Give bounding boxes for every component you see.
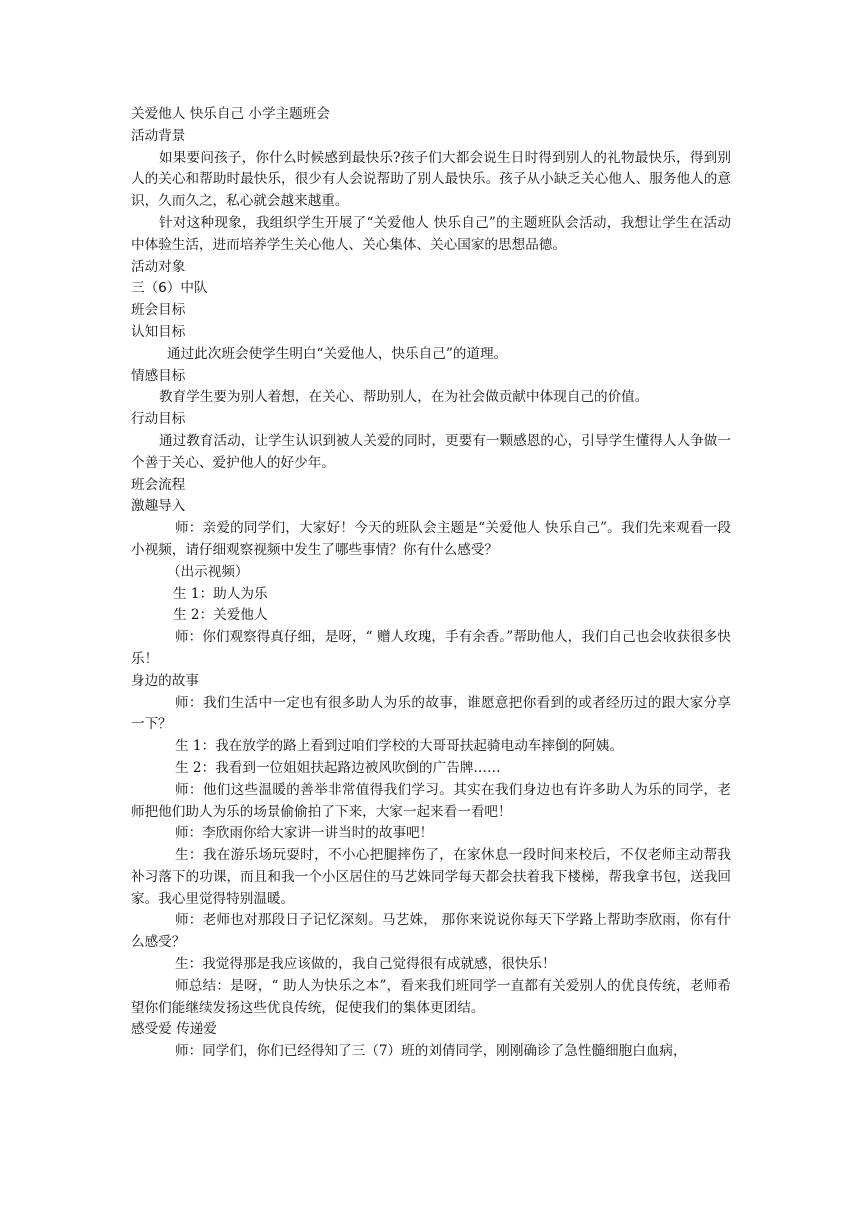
stories-teacher-1: 师：我们生活中一定也有很多助人为乐的故事，谁愿意把你看到的或者经历过的跟大家分享一下？ xyxy=(131,694,731,733)
intro-student-1: 生 1：助人为乐 xyxy=(173,585,268,602)
stories-teacher-summary: 师总结：是呀，“ 助人为快乐之本”，看来我们班同学一直都有关爱别人的优良传统，老师希望你们能继续发扬这些优良传统，促使我们的集体更团结。 xyxy=(131,977,731,1016)
stories-teacher-3: 师：李欣雨你给大家讲一讲当时的故事吧！ xyxy=(175,825,434,842)
stories-student-3: 生：我在游乐场玩耍时，不小心把腿摔伤了，在家休息一段时间来校后，不仅老师主动帮我补习落下的功课，而且和我一个小区居住的马艺姝同学每天都会扶着我下楼梯，帮我拿书包，送我回家。我心里觉得特别温暖。 xyxy=(131,847,731,907)
intro-video-note: （出示视频） xyxy=(167,563,249,580)
stories-student-1: 生 1：我在放学的路上看到过咱们学校的大哥哥扶起骑电动车摔倒的阿姨。 xyxy=(175,738,623,755)
subheading-stories: 身边的故事 xyxy=(131,672,199,689)
section-heading-process: 班会流程 xyxy=(131,476,186,493)
section-heading-goals: 班会目标 xyxy=(131,302,186,319)
stories-student-2: 生 2：我看到一位姐姐扶起路边被风吹倒的广告牌…… xyxy=(175,759,501,776)
love-teacher-1: 师：同学们，你们已经得知了三（7）班的刘倩同学，刚刚确诊了急性髓细胞白血病， xyxy=(175,1043,687,1060)
stories-student-4: 生：我觉得那是我应该做的，我自己觉得很有成就感，很快乐！ xyxy=(175,956,556,973)
intro-teacher-line: 师：亲爱的同学们，大家好！今天的班队会主题是“关爱他人 快乐自己”。我们先来观看一段小视频，请仔细观察视频中发生了哪些事情？你有什么感受？ xyxy=(131,520,731,558)
section-heading-target: 活动对象 xyxy=(131,258,186,275)
target-value: 三（6）中队 xyxy=(131,280,208,297)
section-heading-background: 活动背景 xyxy=(131,127,186,144)
background-paragraph-1: 如果要问孩子，你什么时候感到最快乐?孩子们大都会说生日时得到别人的礼物最快乐，得到别人的关心和帮助时最快乐，很少有人会说帮助了别人最快乐。孩子从小缺乏关心他人、服务他人的意识，久而久之，私心就会越来越重。 xyxy=(131,149,731,210)
action-goal-text: 通过教育活动，让学生认识到被人关爱的同时，更要有一颗感恩的心，引导学生懂得人人争做一个善于关心、爱护他人的好少年。 xyxy=(131,432,731,471)
emotional-goal-text: 教育学生要为别人着想，在关心、帮助别人，在为社会做贡献中体现自己的价值。 xyxy=(159,389,649,406)
stories-teacher-4: 师：老师也对那段日子记忆深刻。马艺姝， 那你来说说你每天下学路上帮助李欣雨，你有什么感受？ xyxy=(131,912,731,951)
document-body xyxy=(131,104,731,1063)
background-paragraph-2: 针对这种现象，我组织学生开展了“关爱他人 快乐自己”的主题班队会活动，我想让学生在活动中体验生活，进而培养学生关心他人、关心集体、关心国家的思想品德。 xyxy=(131,214,731,253)
subheading-action-goal: 行动目标 xyxy=(131,411,186,428)
document-title: 关爱他人 快乐自己 小学主题班会 xyxy=(131,106,330,122)
cognitive-goal-text: 通过此次班会使学生明白“关爱他人，快乐自己”的道理。 xyxy=(167,345,508,362)
stories-teacher-2: 师：他们这些温暖的善举非常值得我们学习。其实在我们身边也有许多助人为乐的同学，老师把他们助人为乐的场景偷偷拍了下来，大家一起来看一看吧！ xyxy=(131,781,731,820)
subheading-love: 感受爱 传递爱 xyxy=(131,1021,217,1038)
intro-teacher-line-2: 师：你们观察得真仔细，是呀，“ 赠人玫瑰，手有余香。”帮助他人，我们自己也会收获很多快乐！ xyxy=(131,629,731,667)
intro-student-2: 生 2：关爱他人 xyxy=(173,607,268,624)
subheading-cognitive-goal: 认知目标 xyxy=(131,323,186,340)
subheading-emotional-goal: 情感目标 xyxy=(131,367,186,384)
subheading-intro: 激趣导入 xyxy=(131,498,186,515)
